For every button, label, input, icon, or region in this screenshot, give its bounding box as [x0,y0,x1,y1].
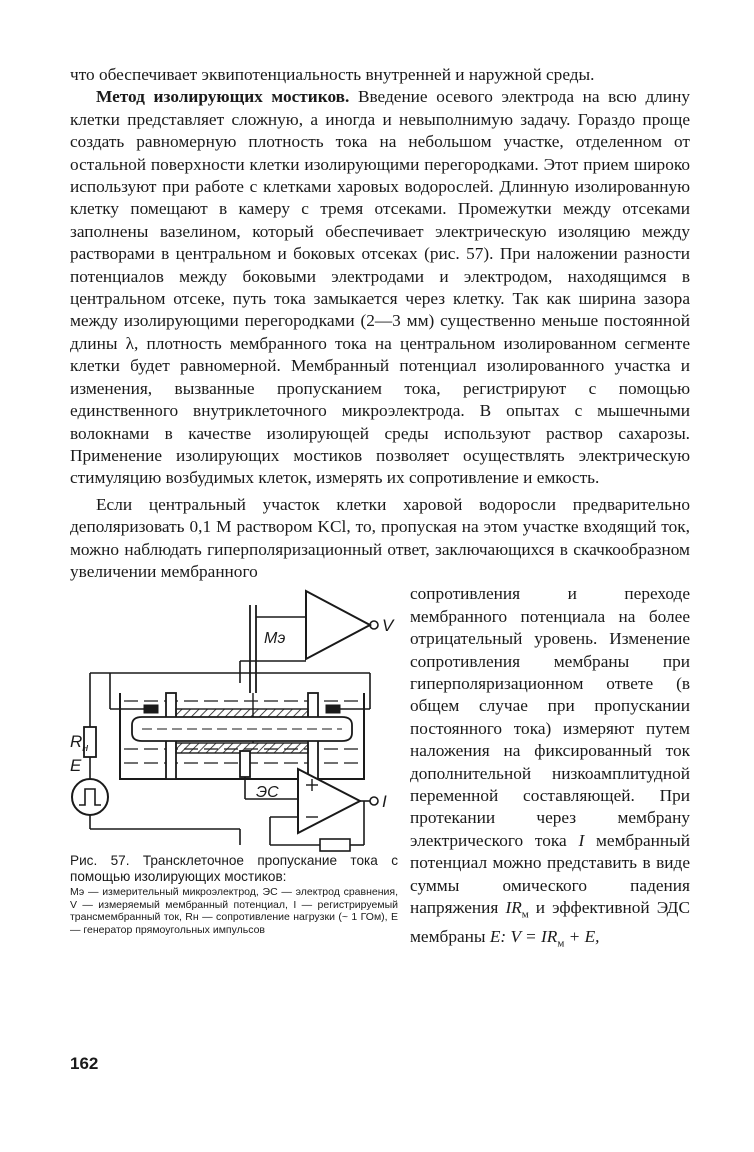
section-heading: Метод изолирующих мостиков. [96,87,350,107]
paragraph-side: сопротивления и переходе мембранного потенциала на более отрицательный уровень. Изменение сопротивления мембраны при гиперполяризационном ответе (в общем случае при пропускании постоянного тока) измеряют путем наложения на фиксированный ток дополнительной низкоамплитудной переменной составляющей. При протекании через мембрану электрического тока I мембранный потенциал можно представить в виде суммы омического падения напряжения $IR_м$ и эффективной ЭДС мембраны E: $V = IR_м + E$, [410,584,690,950]
label-me: Мэ [264,630,286,648]
caption-title: Рис. 57. Трансклеточное пропускание тока с помощью изолирующих мостиков: [70,853,398,885]
page-body [70,64,690,955]
figure-block [70,583,690,954]
paragraph-method [70,86,690,489]
figure-57 [70,583,398,936]
label-v: V [382,616,394,636]
voltage-amplifier [306,591,370,659]
label-e: E [70,756,82,776]
side-text-column [410,583,690,954]
paragraph-central: Если центральный участок клетки харовой водоросли предварительно деполяризовать 0,1 М раствором KCl, то, пропуская на этом участке входящий ток, можно наблюдать гиперполяризационный ответ, заключающихся в скачкообразном увеличении мембранного [70,494,690,581]
method-text: Введение осевого электрода на всю длину клетки представляет сложную, а иногда и невыполнимую задачу. Гораздо проще создать равномерную плотность тока на небольшом участке, отделенном от остальной поверхности клетки изолирующими перегородками. Этот прием широко используют при работе с клетками харовых водорослей. Длинную изолированную клетку помещают в камеру с тремя отсеками. Промежутки между отсеками заполнены вазелином, который обеспечивает электрическую изоляцию между растворами в центральном и боковых отсеках (рис. 57). При наложении разности потенциалов между боковыми электродами и электродом, находящимся в центральном отсеке, путь тока замыкается через клетку. Так как ширина зазора между изолирующими перегородками (2—3 мм) существенно меньше постоянной длины λ, плотность мембранного тока на центральном изолированном сегменте клетки будет равномерной. Мембранный потенциал изолированного участка и изменения, вызванные пропусканием тока, регистрируют с помощью единственного внутриклеточного микроэлектрода. В опытах с мышечными волокнами в качестве изолирующей среды используют раствор сахарозы. Применение изолирующих мостиков позволяет осуществлять электрическую стимуляцию возбудимых клеток, измерять их сопротивление и емкость. [70,87,691,488]
feedback-resistor [320,839,350,851]
paragraph-intro: что обеспечивает эквипотенциальность внутренней и наружной среды. [70,65,595,84]
label-i: I [382,792,387,812]
caption-legend: Мэ — измерительный микроэлектрод, ЭС — электрод сравнения, V — измеряемый мембранный потенциал, I — регистрируемый трансмембранный ток, Rн — сопротивление нагрузки (~ 1 ГОм), E — генератор прямоугольных импульсов [70,886,398,936]
label-rn: $R_н$ [70,732,89,755]
circuit-diagram [70,583,398,853]
label-es: ЭС [256,784,279,802]
figure-caption [70,853,398,936]
page-number: 162 [70,1054,99,1073]
reference-electrode [240,751,250,777]
pulse-generator [72,779,108,815]
